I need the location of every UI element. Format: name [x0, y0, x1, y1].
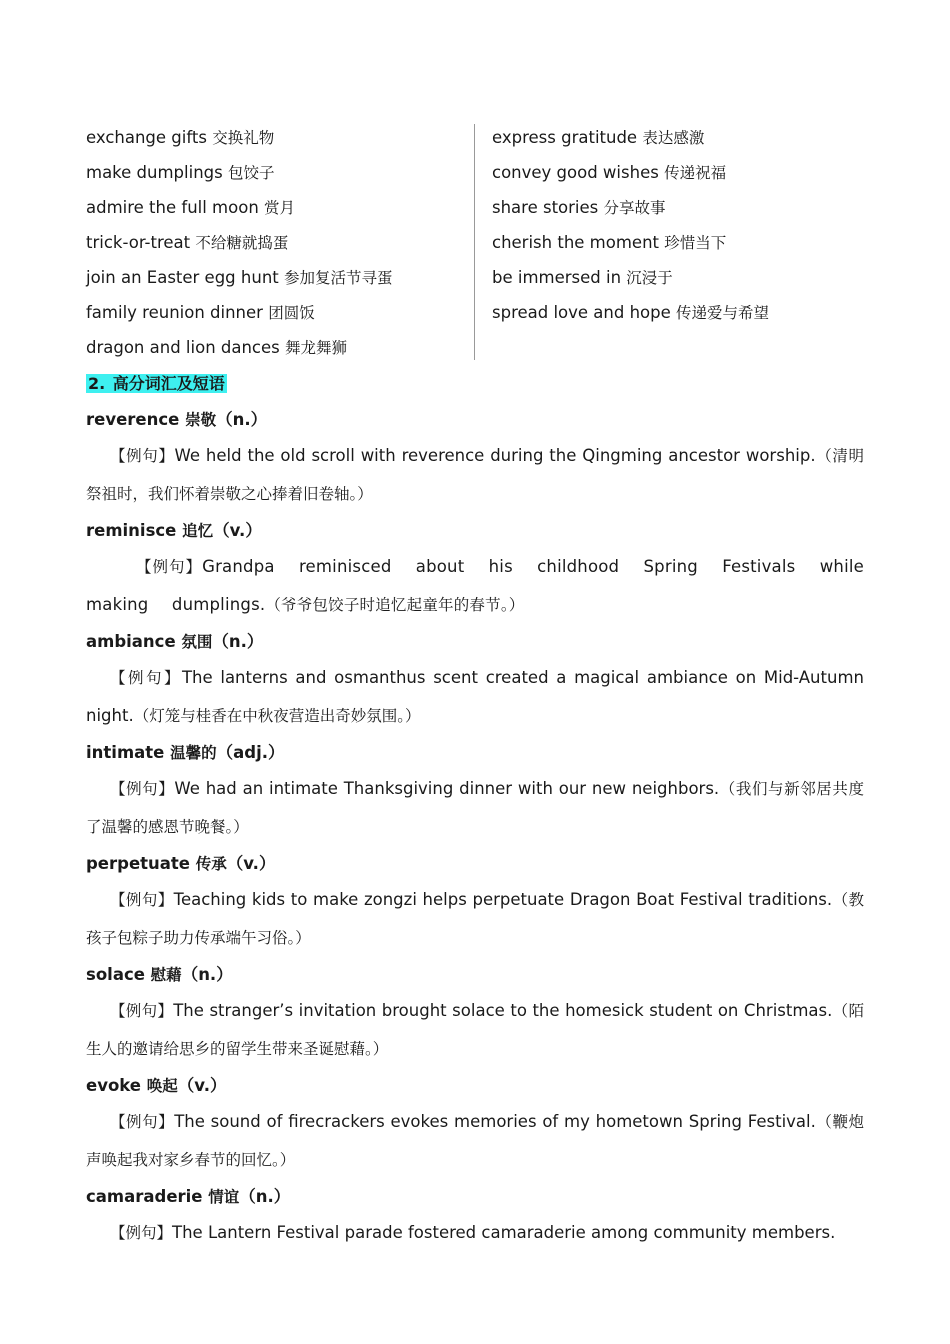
example-marker: 【例句】	[110, 780, 175, 798]
phrase-item: cherish the moment 珍惜当下	[492, 233, 727, 252]
phrase-column-left	[86, 120, 470, 365]
example-marker: 【例句】	[136, 558, 203, 576]
example-sentence: 【例句】Grandpa reminisced about his childhood Spring Festivals while making dumplings.（爷爷包饺子时追忆起童年的春节。）	[86, 557, 864, 614]
example-sentence: 【例句】Teaching kids to make zongzi helps perpetuate Dragon Boat Festival traditions.（教孩子包粽子助力传承端午习俗。）	[86, 890, 864, 947]
example-sentence: 【例句】We had an intimate Thanksgiving dinner with our new neighbors.（我们与新邻居共度了温馨的感恩节晚餐。）	[86, 779, 864, 836]
vocab-word: ambiance 氛围（n.）	[86, 632, 264, 651]
document-page	[86, 120, 864, 1252]
vocab-word: camaraderie 情谊（n.）	[86, 1187, 291, 1206]
example-sentence: 【例句】The sound of firecrackers evokes memories of my hometown Spring Festival.（鞭炮声唤起我对家乡春节的回忆。）	[86, 1112, 864, 1169]
example-marker: 【例句】	[110, 1113, 175, 1131]
example-sentence: 【例句】We held the old scroll with reverence during the Qingming ancestor worship.（清明祭祖时，我们怀着崇敬之心捧着旧卷轴。）	[86, 446, 864, 503]
phrase-item: express gratitude 表达感激	[492, 128, 705, 147]
phrase-item: exchange gifts 交换礼物	[86, 128, 275, 147]
column-divider	[474, 124, 475, 360]
example-sentence: 【例句】The stranger’s invitation brought solace to the homesick student on Christmas.（陌生人的邀请给思乡的留学生带来圣诞慰藉。）	[86, 1001, 864, 1058]
example-marker: 【例句】	[110, 1224, 173, 1242]
phrase-column-right	[492, 120, 864, 330]
example-marker: 【例句】	[110, 447, 175, 465]
phrase-item: share stories 分享故事	[492, 198, 666, 217]
section-heading: 2. 高分词汇及短语	[88, 374, 225, 393]
vocab-word: reverence 崇敬（n.）	[86, 410, 268, 429]
example-marker: 【例句】	[110, 891, 174, 909]
phrase-item: spread love and hope 传递爱与希望	[492, 303, 770, 322]
vocab-word: evoke 唤起（v.）	[86, 1076, 227, 1095]
vocab-word: intimate 温馨的（adj.）	[86, 743, 285, 762]
example-sentence: 【例句】The lanterns and osmanthus scent created a magical ambiance on Mid-Autumn night.（灯笼与桂香在中秋夜营造出奇妙氛围。）	[86, 668, 864, 725]
vocab-word: perpetuate 传承（v.）	[86, 854, 276, 873]
example-marker: 【例句】	[110, 1002, 174, 1020]
vocab-word: solace 慰藉（n.）	[86, 965, 233, 984]
example-marker: 【例句】	[110, 669, 182, 687]
phrase-item: family reunion dinner 团圆饭	[86, 303, 315, 322]
phrase-item: join an Easter egg hunt 参加复活节寻蛋	[86, 268, 393, 287]
vocab-word: reminisce 追忆（v.）	[86, 521, 262, 540]
phrase-item: make dumplings 包饺子	[86, 163, 275, 182]
phrase-item: admire the full moon 赏月	[86, 198, 296, 217]
example-sentence: 【例句】The Lantern Festival parade fostered camaraderie among community members.	[110, 1223, 836, 1242]
phrase-item: dragon and lion dances 舞龙舞狮	[86, 338, 348, 357]
phrase-columns	[86, 120, 864, 366]
phrase-item: trick-or-treat 不给糖就捣蛋	[86, 233, 289, 252]
phrase-item: convey good wishes 传递祝福	[492, 163, 727, 182]
phrase-item: be immersed in 沉浸于	[492, 268, 673, 287]
